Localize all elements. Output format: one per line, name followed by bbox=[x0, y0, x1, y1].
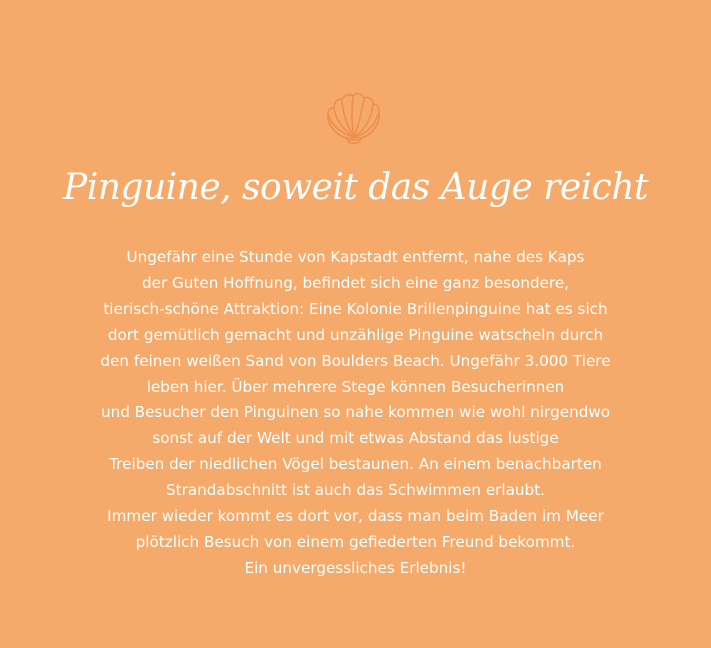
body-line: sonst auf der Welt und mit etwas Abstand das lustige bbox=[152, 429, 559, 448]
body-line: Strandabschnitt ist auch das Schwimmen erlaubt. bbox=[166, 481, 545, 500]
body-line: leben hier. Über mehrere Stege können Besucherinnen bbox=[146, 377, 565, 396]
body-line: den feinen weißen Sand von Boulders Beach. Ungefähr 3.000 Tiere bbox=[100, 351, 611, 370]
body-line: dort gemütlich gemacht und unzählige Pinguine watscheln durch bbox=[107, 325, 604, 344]
body-line: Treiben der niedlichen Vögel bestaunen. An einem benachbarten bbox=[109, 455, 602, 474]
body-paragraph bbox=[60, 245, 651, 582]
body-line: Ungefähr eine Stunde von Kapstadt entfernt, nahe des Kaps bbox=[126, 248, 585, 266]
body-line: Immer wieder kommt es dort vor, dass man beim Baden im Meer bbox=[107, 507, 604, 526]
body-line: tierisch-schöne Attraktion: Eine Kolonie Brillenpinguine hat es sich bbox=[103, 299, 608, 318]
body-line: plötzlich Besuch von einem gefiederten Freund bekommt. bbox=[135, 532, 576, 551]
page-title: Pinguine, soweit das Auge reicht bbox=[63, 167, 648, 208]
body-line: und Besucher den Pinguinen so nahe kommen wie wohl nirgendwo bbox=[100, 403, 611, 422]
seashell-icon bbox=[324, 90, 384, 146]
body-line: Ein unvergessliches Erlebnis! bbox=[244, 558, 467, 577]
body-line: der Guten Hoffnung, befindet sich eine ganz besondere, bbox=[141, 273, 570, 292]
